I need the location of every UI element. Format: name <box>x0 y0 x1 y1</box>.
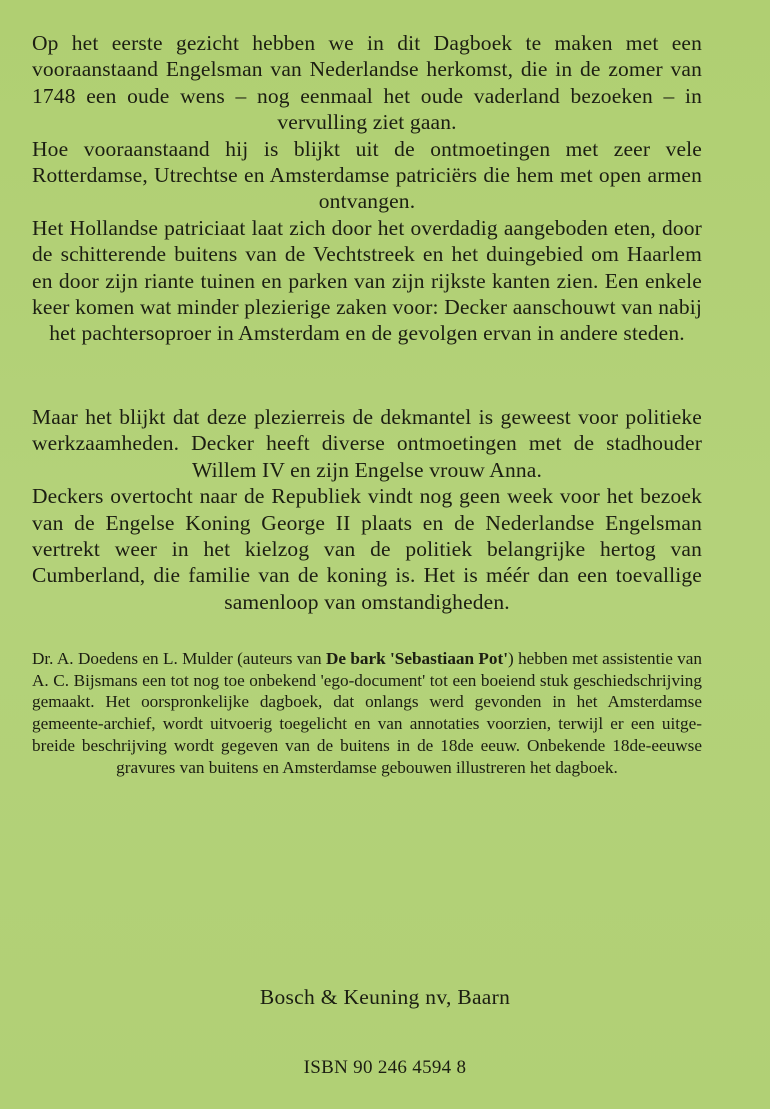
authors-note <box>32 648 702 778</box>
paragraph-crossing: Deckers overtocht naar de Republiek vindt nog geen week voor het bezoek van de Engelse Koning George II plaats en de Nederlandse Engelsman vertrekt weer in het kielzog van de politiek belangrijke hertog van Cumberland, die familie van de koning is. Het is méér dan een toevallige samenloop van omstandigheden. <box>32 484 702 614</box>
authors-note-before: Dr. A. Doedens en L. Mulder (auteurs van <box>32 649 326 668</box>
paragraph-patriciate: Het Hollandse patriciaat laat zich door het overdadig aangeboden eten, door de schitterende buitens van de Vechtstreek en het duingebied om Haarlem en door zijn riante tuinen en parken van zijn rijkste kanten zien. Een enkele keer komen wat minder plezierige zaken voor: Decker aanschouwt van nabij het pachtersoproer in Amsterdam en de gevolgen ervan in andere steden. <box>32 215 702 346</box>
authors-note-block <box>32 648 702 778</box>
intro-text-block <box>32 30 702 347</box>
paragraph-political: Maar het blijkt dat deze plezierreis de dekmantel is geweest voor politieke werkzaamheden. Decker heeft diverse ontmoetingen met de stadhouder Willem IV en zijn Engelse vrouw Anna. <box>32 405 702 482</box>
publisher-line: Bosch & Keuning nv, Baarn <box>259 985 511 1009</box>
isbn-line: ISBN 90 246 4594 8 <box>303 1057 467 1078</box>
paragraph-patricians: Hoe vooraanstaand hij is blijkt uit de ontmoetingen met zeer vele Rotterdamse, Utrechtse en Amsterdamse patriciërs die hem met open armen ontvangen. <box>32 136 702 214</box>
book-title: De bark 'Sebastiaan Pot' <box>325 649 509 668</box>
authors-note-after: ) hebben met assistentie van A. C. Bijsmans een tot nog toe onbekend 'ego-document' tot een boeiend stuk geschiedschrijving gemaakt. Het oorspronkelijke dagboek, dat onlangs werd gevonden in het Amsterdamse gemeente-archief, wordt uitvoerig toegelicht en van annotaties voorzien, terwijl er een uitgebreide beschrijving wordt gegeven van de buitens in de 18de eeuw. Onbekende 18de-eeuwse gravures van buitens en Amsterdamse gebouwen illustreren het dagboek. <box>32 649 702 777</box>
political-text-block <box>32 404 702 615</box>
paragraph-intro: Op het eerste gezicht hebben we in dit Dagboek te maken met een vooraanstaand Engelsman van Nederlandse herkomst, die in de zomer van 1748 een oude wens – nog eenmaal het oude vaderland bezoeken – in vervulling ziet gaan. <box>32 31 702 135</box>
